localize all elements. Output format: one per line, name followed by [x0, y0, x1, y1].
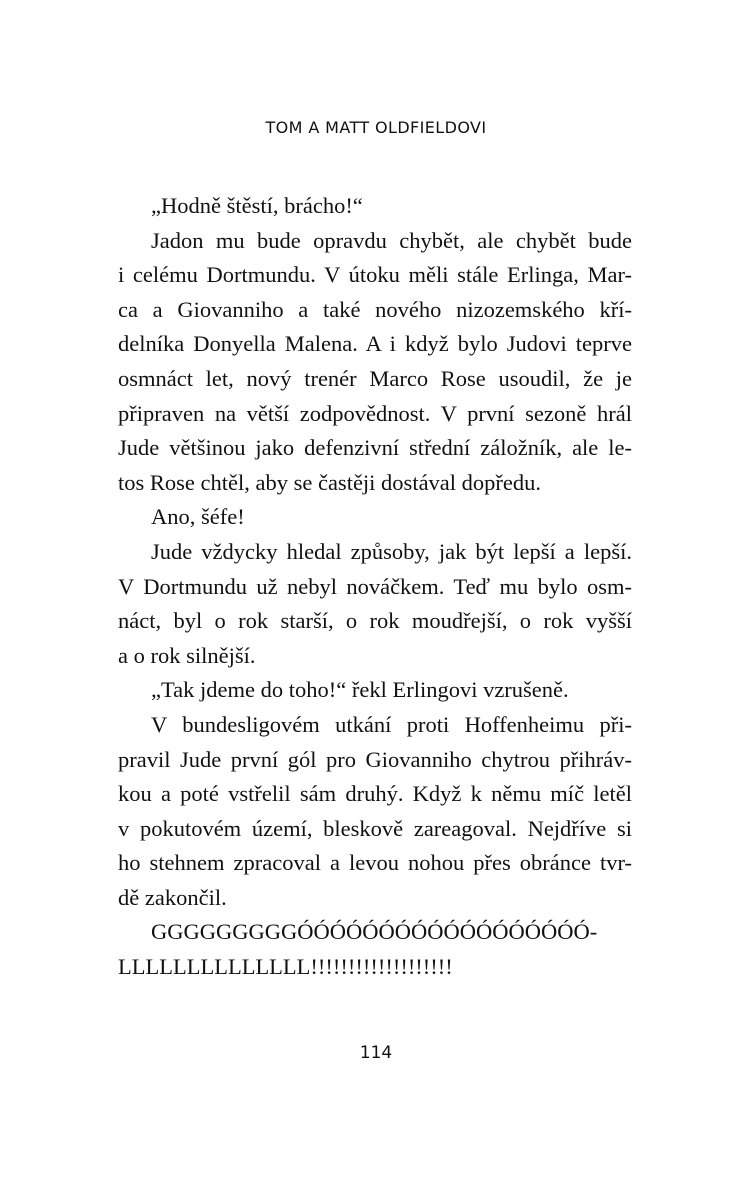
page-number: 114: [359, 1043, 393, 1063]
running-head: TOM A MATT OLDFIELDOVI: [265, 118, 487, 137]
text-line: ho stehnem zpracoval a levou nohou přes obránce tvr-: [118, 850, 632, 876]
text-line: GGGGGGGGGÓÓÓÓÓÓÓÓÓÓÓÓÓÓÓÓÓÓ-: [151, 919, 598, 945]
text-line: dě zakončil.: [118, 884, 227, 910]
text-line: delníka Donyella Malena. A i když bylo Judovi teprve: [118, 331, 632, 357]
text-line: ca a Giovanniho a také nového nizozemského kří-: [118, 296, 632, 322]
text-line: „Tak jdeme do toho!“ řekl Erlingovi vzrušeně.: [151, 677, 569, 703]
text-line: připraven na větší zodpovědnost. V první sezoně hrál: [118, 400, 632, 426]
text-line: i celému Dortmundu. V útoku měli stále Erlinga, Mar-: [118, 262, 632, 288]
text-line: Ano, šéfe!: [151, 504, 245, 530]
paragraph: [118, 224, 632, 501]
text-line: „Hodně štěstí, brácho!“: [151, 193, 363, 218]
text-line: tos Rose chtěl, aby se častěji dostával dopředu.: [118, 469, 542, 495]
text-line: Jadon mu bude opravdu chybět, ale chybět bude: [151, 227, 632, 253]
paragraph: [118, 708, 632, 916]
paragraph: [118, 189, 632, 224]
text-line: V Dortmundu už nebyl nováčkem. Teď mu bylo osm-: [118, 573, 632, 599]
paragraph: [118, 535, 632, 673]
paragraph: [118, 915, 632, 984]
paragraph: [118, 500, 632, 535]
text-line: kou a poté vstřelil sám druhý. Když k němu míč letěl: [118, 781, 632, 807]
text-line: a o rok silnější.: [118, 642, 256, 668]
text-line: Jude vždycky hledal způsoby, jak být lepší a lepší.: [151, 538, 632, 564]
text-line: v pokutovém území, bleskově zareagoval. Nejdříve si: [118, 815, 632, 841]
paragraph: [118, 673, 632, 708]
text-line: Jude většinou jako defenzivní střední záložník, ale le-: [118, 435, 632, 461]
text-line: pravil Jude první gól pro Giovanniho chytrou přihráv-: [118, 746, 632, 772]
text-line: V bundesligovém utkání proti Hoffenheimu při-: [151, 711, 632, 737]
text-line: osmnáct let, nový trenér Marco Rose usoudil, že je: [118, 365, 632, 391]
text-line: náct, byl o rok starší, o rok moudřejší, o rok vyšší: [118, 608, 632, 634]
body-text: [118, 189, 632, 985]
text-line: LLLLLLLLLLLLLL!!!!!!!!!!!!!!!!!!!: [118, 954, 453, 980]
